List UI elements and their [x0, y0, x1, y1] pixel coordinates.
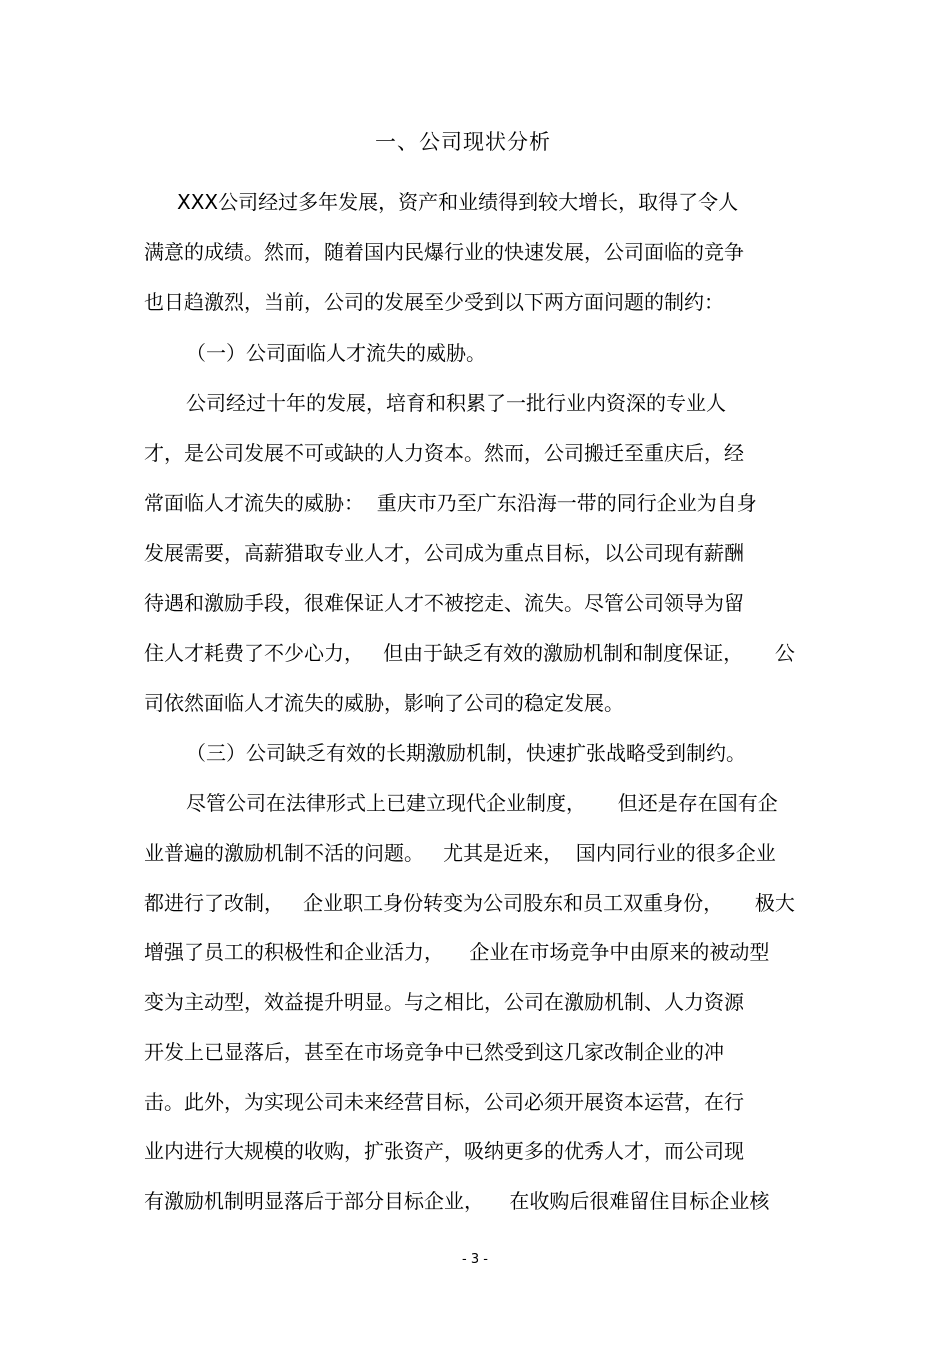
body-line-9: 待遇和激励手段，很难保证人才不被挖走、流失。尽管公司领导为留 [144, 591, 744, 615]
body-line-14: 业普遍的激励机制不活的问题。 尤其是近来， 国内同行业的很多企业 [144, 841, 776, 865]
body-line-10: 住人才耗费了不少心力， 但由于缺乏有效的激励机制和制度保证， 公 [144, 641, 795, 665]
body-line-15: 都进行了改制， 企业职工身份转变为公司股东和员工双重身份， 极大 [144, 891, 795, 915]
body-line-11: 司依然面临人才流失的威胁，影响了公司的稳定发展。 [144, 691, 624, 715]
page-number: - 3 - [462, 1252, 488, 1267]
body-line-21: 有激励机制明显落后于部分目标企业， 在收购后很难留住目标企业核 [144, 1189, 770, 1213]
body-line-18: 开发上已显落后，甚至在市场竞争中已然受到这几家改制企业的冲 [144, 1040, 724, 1064]
body-line-3: 也日趋激烈，当前，公司的发展至少受到以下两方面问题的制约： [144, 290, 724, 314]
body-line-7: 常面临人才流失的威胁： 重庆市乃至广东沿海一带的同行企业为自身 [144, 491, 757, 515]
body-line-13: 尽管公司在法律形式上已建立现代企业制度， 但还是存在国有企 [186, 791, 778, 815]
body-line-16: 增强了员工的积极性和企业活力， 企业在市场竞争中由原来的被动型 [144, 940, 770, 964]
section-heading: 一、公司现状分析 [375, 130, 551, 154]
subheading-1: （一）公司面临人才流失的威胁。 [186, 341, 486, 365]
body-line-5: 公司经过十年的发展，培育和积累了一批行业内资深的专业人 [186, 391, 726, 415]
body-line-17: 变为主动型，效益提升明显。与之相比，公司在激励机制、人力资源 [144, 990, 744, 1014]
body-line-1: XXX公司经过多年发展，资产和业绩得到较大增长，取得了令人 [177, 190, 739, 214]
body-line-6: 才，是公司发展不可或缺的人力资本。然而，公司搬迁至重庆后，经 [144, 441, 744, 465]
subheading-3: （三）公司缺乏有效的长期激励机制，快速扩张战略受到制约。 [186, 741, 746, 765]
body-line-20: 业内进行大规模的收购，扩张资产，吸纳更多的优秀人才，而公司现 [144, 1139, 744, 1163]
body-line-8: 发展需要，高薪猎取专业人才，公司成为重点目标，以公司现有薪酬 [144, 541, 744, 565]
body-line-2: 满意的成绩。然而，随着国内民爆行业的快速发展，公司面临的竞争 [144, 240, 744, 264]
body-line-19: 击。此外，为实现公司未来经营目标，公司必须开展资本运营，在行 [144, 1090, 744, 1114]
